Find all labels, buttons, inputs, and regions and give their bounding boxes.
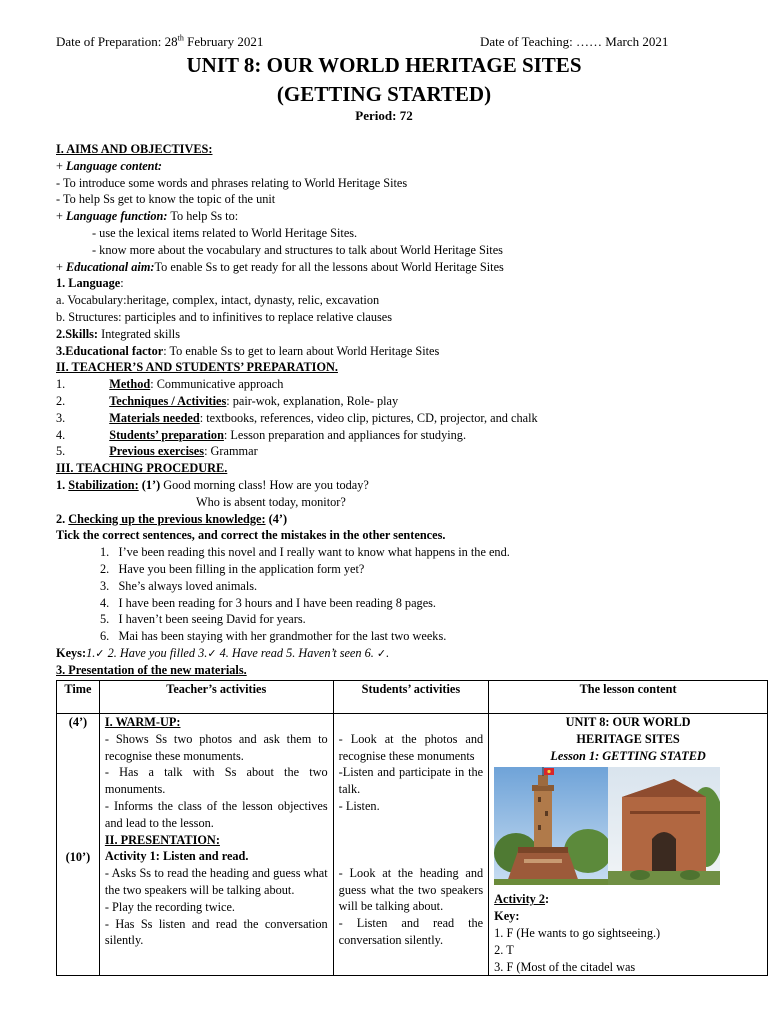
lesson-content-cell — [489, 714, 768, 976]
language-content-label: + Language content: — [56, 158, 163, 173]
exercise-sentence: 4. I have been reading for 3 hours and I have been reading 8 pages. — [100, 595, 437, 610]
activity-1-heading: Activity 1: Listen and read. — [104, 849, 249, 864]
exercise-sentence: 1. I’ve been reading this novel and I really want to know what happens in the end. — [100, 545, 510, 560]
language-content-item: - To help Ss get to know the topic of the unit — [56, 192, 276, 207]
student-step: - Look at the photos and recognise these monuments — [338, 731, 484, 763]
language-content-item: - To introduce some words and phrases relating to World Heritage Sites — [56, 175, 408, 190]
stabilization-line: 1. Stabilization: (1’) Good morning class! How are you today? — [56, 477, 369, 492]
exercise-sentence: 5. I haven’t been seeing David for years. — [100, 612, 306, 627]
teacher-activities-cell — [99, 714, 333, 976]
teacher-step: - Has Ss listen and read the conversation silently. — [104, 916, 328, 948]
section-aims-heading: I. AIMS AND OBJECTIVES: — [56, 142, 213, 156]
period-label: Period: 72 — [355, 108, 413, 123]
column-header-time: Time — [57, 681, 100, 714]
exercise-instruction: Tick the correct sentences, and correct the mistakes in the other sentences. — [56, 528, 446, 543]
preparation-item: 1. Method: Communicative approach — [56, 377, 284, 392]
content-lesson-title: Lesson 1: GETTING STATED — [550, 748, 706, 763]
students-activities-cell — [333, 714, 488, 976]
content-unit-title: UNIT 8: OUR WORLD — [565, 715, 691, 729]
student-step: -Listen and participate in the talk. — [338, 765, 484, 797]
exercise-sentence: 3. She’s always loved animals. — [100, 578, 258, 593]
exercise-sentence: 6. Mai has been staying with her grandmother for the last two weeks. — [100, 629, 447, 644]
section-preparation-heading: II. TEACHER’S AND STUDENTS’ PREPARATION. — [56, 360, 338, 375]
skills-line: 2.Skills: Integrated skills — [56, 326, 180, 341]
check-mark-icon: ✓ — [207, 646, 217, 660]
vocabulary-line: a. Vocabulary:heritage, complex, intact, dynasty, relic, excavation — [56, 293, 380, 308]
column-header-students: Students’ activities — [333, 681, 488, 714]
preparation-item: 5. Previous exercises: Grammar — [56, 444, 258, 459]
key-label: Key: — [494, 909, 520, 924]
key-item: 1. F (He wants to go sightseeing.) — [494, 925, 661, 940]
language-function-item: - know more about the vocabulary and structures to talk about World Heritage Sites — [92, 242, 503, 257]
language-label: 1. Language: — [56, 276, 124, 291]
teacher-step: - Play the recording twice. — [104, 899, 235, 914]
educational-factor-line: 3.Educational factor: To enable Ss to get to learn about World Heritage Sites — [56, 343, 440, 358]
section-procedure-heading: III. TEACHING PROCEDURE. — [56, 461, 228, 476]
unit-subtitle: (GETTING STARTED) — [276, 82, 492, 106]
teacher-step: - Asks Ss to read the heading and guess what the two speakers will be talking about. — [104, 866, 328, 897]
unit-title: UNIT 8: OUR WORLD HERITAGE SITES — [186, 53, 582, 77]
lesson-procedure-table — [56, 680, 768, 976]
teacher-step: - Has a talk with Ss about the two monuments. — [104, 765, 328, 797]
preparation-item: 4. Students’ preparation: Lesson preparation and appliances for studying. — [56, 427, 467, 442]
content-unit-title: HERITAGE SITES — [576, 731, 680, 746]
check-mark-icon: ✓ — [95, 646, 105, 660]
warmup-heading: I. WARM-UP: — [104, 715, 181, 729]
table-row — [57, 714, 768, 976]
educational-aim: + Educational aim:To enable Ss to get ready for all the lessons about World Heritage Sites — [56, 259, 504, 274]
date-of-preparation: Date of Preparation: 28th February 2021 — [56, 33, 264, 49]
check-mark-icon: ✓ — [376, 646, 387, 660]
answer-keys: Keys:1.✓ 2. Have you filled 3.✓ 4. Have read 5. Haven’t seen 6. ✓. — [56, 645, 390, 660]
student-step: - Look at the heading and guess what the two speakers will be talking about. — [338, 865, 484, 914]
time-cell — [57, 714, 100, 976]
exercise-sentence: 2. Have you been filling in the application form yet? — [100, 561, 365, 576]
preparation-item: 3. Materials needed: textbooks, references, video clip, pictures, CD, projector, and chalk — [56, 410, 538, 425]
table-header-row — [57, 681, 768, 714]
time-warmup: (4’) — [68, 715, 88, 729]
language-function: + Language function: To help Ss to: — [56, 209, 239, 224]
presentation-section-heading: II. PRESENTATION: — [104, 832, 220, 847]
stabilization-question: Who is absent today, monitor? — [196, 494, 346, 509]
time-presentation: (10’) — [65, 849, 91, 864]
teacher-step: - Shows Ss two photos and ask them to recognise these monuments. — [104, 731, 328, 763]
checking-knowledge-line: 2. Checking up the previous knowledge: (4’) — [56, 511, 288, 526]
key-item: 2. T — [494, 942, 514, 957]
heritage-photos — [494, 767, 720, 885]
activity-2-heading: Activity 2: — [494, 892, 550, 907]
key-item: 3. F (Most of the citadel was — [494, 959, 636, 974]
teacher-step: - Informs the class of the lesson objectives and lead to the lesson. — [104, 798, 328, 830]
student-step: - Listen and read the conversation silently. — [338, 916, 484, 947]
date-of-teaching: Date of Teaching: …… March 2021 — [480, 34, 669, 49]
presentation-heading: 3. Presentation of the new materials. — [56, 662, 247, 677]
language-function-item: - use the lexical items related to World Heritage Sites. — [92, 225, 358, 240]
lesson-plan-body — [56, 141, 716, 679]
heritage-monuments-image — [494, 767, 720, 885]
structures-line: b. Structures: participles and to infinitives to replace relative clauses — [56, 309, 393, 324]
date-header — [56, 34, 706, 52]
student-step: - Listen. — [338, 798, 380, 813]
column-header-content: The lesson content — [489, 681, 768, 714]
preparation-item: 2. Techniques / Activities: pair-wok, explanation, Role- play — [56, 393, 399, 408]
column-header-teacher: Teacher’s activities — [99, 681, 333, 714]
